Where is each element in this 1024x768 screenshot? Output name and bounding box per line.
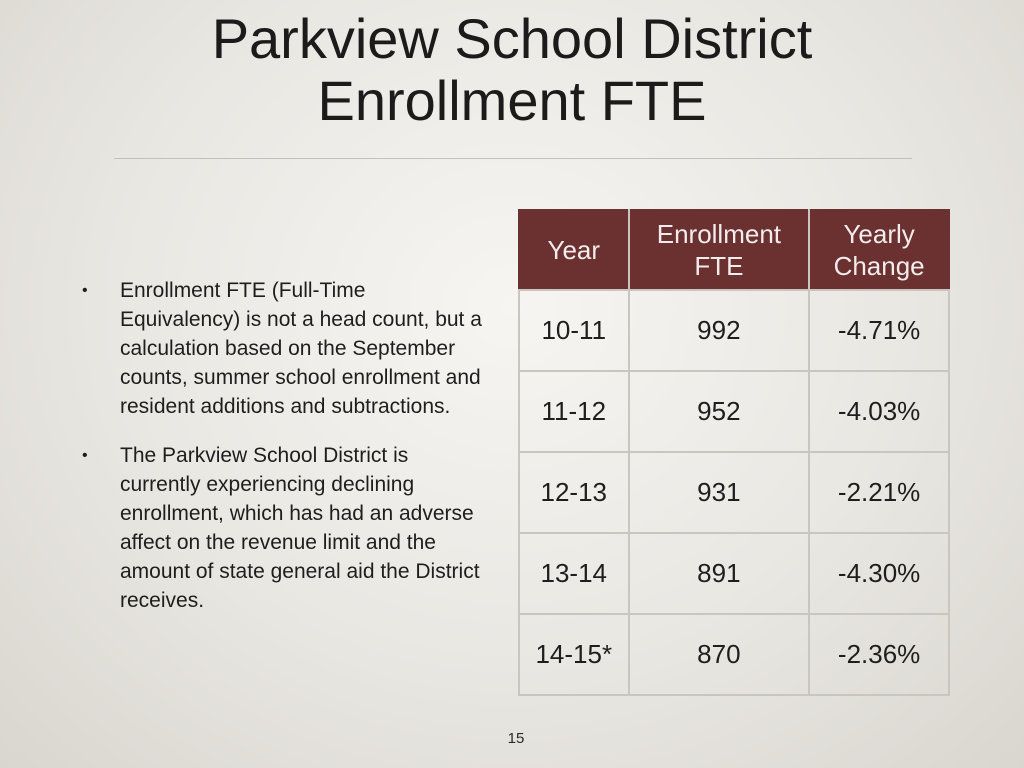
header-yearly-change: Yearly Change xyxy=(809,210,949,290)
slide-title xyxy=(0,8,1024,132)
cell-fte: 931 xyxy=(629,452,810,533)
bullet-text: The Parkview School District is currently experiencing declining enrollment, which has had an adverse affect on the revenue limit and the amount of state general aid the District receives. xyxy=(120,444,480,612)
table-row xyxy=(519,290,949,371)
bullet-text: Enrollment FTE (Full-Time Equivalency) is not a head count, but a calculation based on the September counts, summer school enrollment and resident additions and subtractions. xyxy=(120,279,482,418)
cell-year: 10-11 xyxy=(519,290,629,371)
table-row xyxy=(519,452,949,533)
cell-fte: 952 xyxy=(629,371,810,452)
header-year: Year xyxy=(519,210,629,290)
cell-year: 13-14 xyxy=(519,533,629,614)
bullet-marker: • xyxy=(82,282,88,299)
bullet-marker: • xyxy=(82,447,88,464)
page-number: 15 xyxy=(507,730,525,747)
title-divider xyxy=(114,158,912,159)
cell-year: 11-12 xyxy=(519,371,629,452)
cell-fte: 870 xyxy=(629,614,810,695)
table-header-row xyxy=(519,210,949,290)
cell-change: -2.36% xyxy=(809,614,949,695)
cell-change: -2.21% xyxy=(809,452,949,533)
cell-fte: 891 xyxy=(629,533,810,614)
table-row xyxy=(519,371,949,452)
cell-change: -4.03% xyxy=(809,371,949,452)
header-enrollment-fte: Enrollment FTE xyxy=(629,210,810,290)
cell-year: 12-13 xyxy=(519,452,629,533)
enrollment-table xyxy=(518,209,950,696)
bullet-item xyxy=(78,441,488,615)
cell-fte: 992 xyxy=(629,290,810,371)
cell-change: -4.71% xyxy=(809,290,949,371)
slide-title-line-1: Parkview School District xyxy=(211,7,813,70)
table-row xyxy=(519,533,949,614)
table-row xyxy=(519,614,949,695)
bullet-item xyxy=(78,276,488,421)
bullet-list xyxy=(78,276,488,635)
cell-year: 14-15* xyxy=(519,614,629,695)
cell-change: -4.30% xyxy=(809,533,949,614)
slide-title-line-2: Enrollment FTE xyxy=(317,69,707,132)
